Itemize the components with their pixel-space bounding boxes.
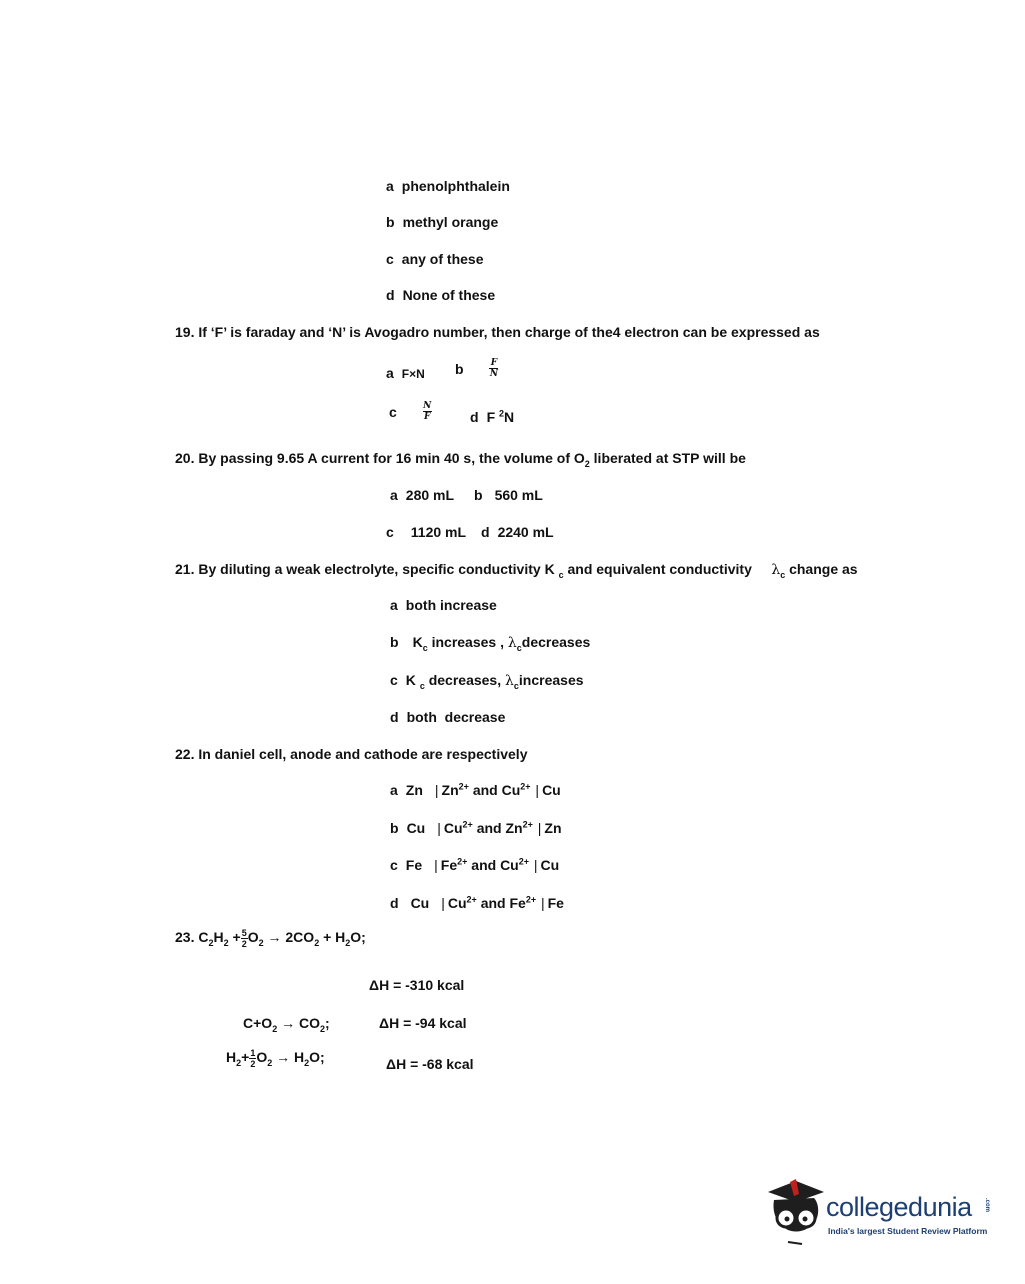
q22-option-b: b Cu | $Cu^{2+}$ and $Zn^{2+}$ | Zn xyxy=(390,819,562,836)
fraction-f-over-n: $\frac{F}{N}$ xyxy=(489,358,499,379)
q23-equation-1: 23. $C_2H_2$ + $\frac{5}{2}$ $O_2 \to 2CO_2 + H_2O$; xyxy=(175,928,366,949)
q18-option-d: d None of these xyxy=(386,287,496,303)
q19-question: 19. If ‘F’ is faraday and ‘N’ is Avogadro number, then charge of the4 electron can be expressed as xyxy=(175,324,820,340)
q23-enthalpy-1: ΔH = -310 kcal xyxy=(369,977,465,993)
q22-option-c: c Fe | $Fe^{2+}$ and $Cu^{2+}$ | Cu xyxy=(390,856,560,873)
q21-option-b: b $K_c$ increases , $\lambda_cdecreases$ xyxy=(390,634,591,653)
q19-option-b: b $\frac{F}{N}$ xyxy=(455,358,499,379)
fraction-5-over-2: $\frac{5}{2}$ xyxy=(241,928,247,949)
fraction-n-over-f: $\frac{N}{F}$ xyxy=(423,401,432,422)
q20-option-c: c 1120 mL xyxy=(386,524,467,540)
q21-option-c: c K $_c$ decreases, $\lambda_cincreases$ xyxy=(390,672,584,691)
q23-enthalpy-3: ΔH = -68 kcal xyxy=(386,1056,474,1072)
logo-dotcom: .com xyxy=(984,1198,990,1213)
q20-option-d: d 2240 mL xyxy=(481,524,554,540)
q23-equation-2: $C+O_2 \to CO_2$; xyxy=(243,1015,330,1034)
logo-wordmark: collegedunia xyxy=(826,1192,972,1222)
q23-enthalpy-2: ΔH = -94 kcal xyxy=(379,1015,467,1031)
q19-option-a: a F×N xyxy=(386,365,425,381)
logo-tagline: India's largest Student Review Platform xyxy=(828,1226,988,1236)
graduate-mascot-icon xyxy=(766,1178,828,1248)
q20-option-a: a 280 mL xyxy=(390,487,455,503)
q19-option-c: c $\frac{N}{F}$ xyxy=(389,401,432,422)
q22-question: 22. In daniel cell, anode and cathode are respectively xyxy=(175,746,528,762)
q22-option-a: a Zn | $Zn^{2+}$ and $Cu^{2+}$ | Cu xyxy=(390,781,561,798)
q21-question: 21. By diluting a weak electrolyte, specific conductivity K $_c$ and equivalent conductivity $\lambda_c$ change as xyxy=(175,561,858,580)
q19-option-d: d F $^2$N xyxy=(470,408,515,425)
q18-option-c: c any of these xyxy=(386,251,484,267)
q20-option-b: b 560 mL xyxy=(474,487,543,503)
collegedunia-logo xyxy=(766,1178,996,1248)
q23-equation-3: $H_2+$ $\frac{1}{2}$ $O_2 \to H_2O$; xyxy=(226,1048,325,1069)
q22-option-d: d Cu | $Cu^{2+}$ and $Fe^{2+}$ | Fe xyxy=(390,894,564,911)
q21-option-a: a both increase xyxy=(390,597,497,613)
fraction-1-over-2: $\frac{1}{2}$ xyxy=(250,1048,256,1069)
q21-option-d: d both decrease xyxy=(390,709,506,725)
q18-option-a: a phenolphthalein xyxy=(386,178,510,194)
q20-question: 20. By passing 9.65 A current for 16 min 40 s, the volume of $O_2$ liberated at STP will be xyxy=(175,450,746,469)
q18-option-b: b methyl orange xyxy=(386,214,499,230)
